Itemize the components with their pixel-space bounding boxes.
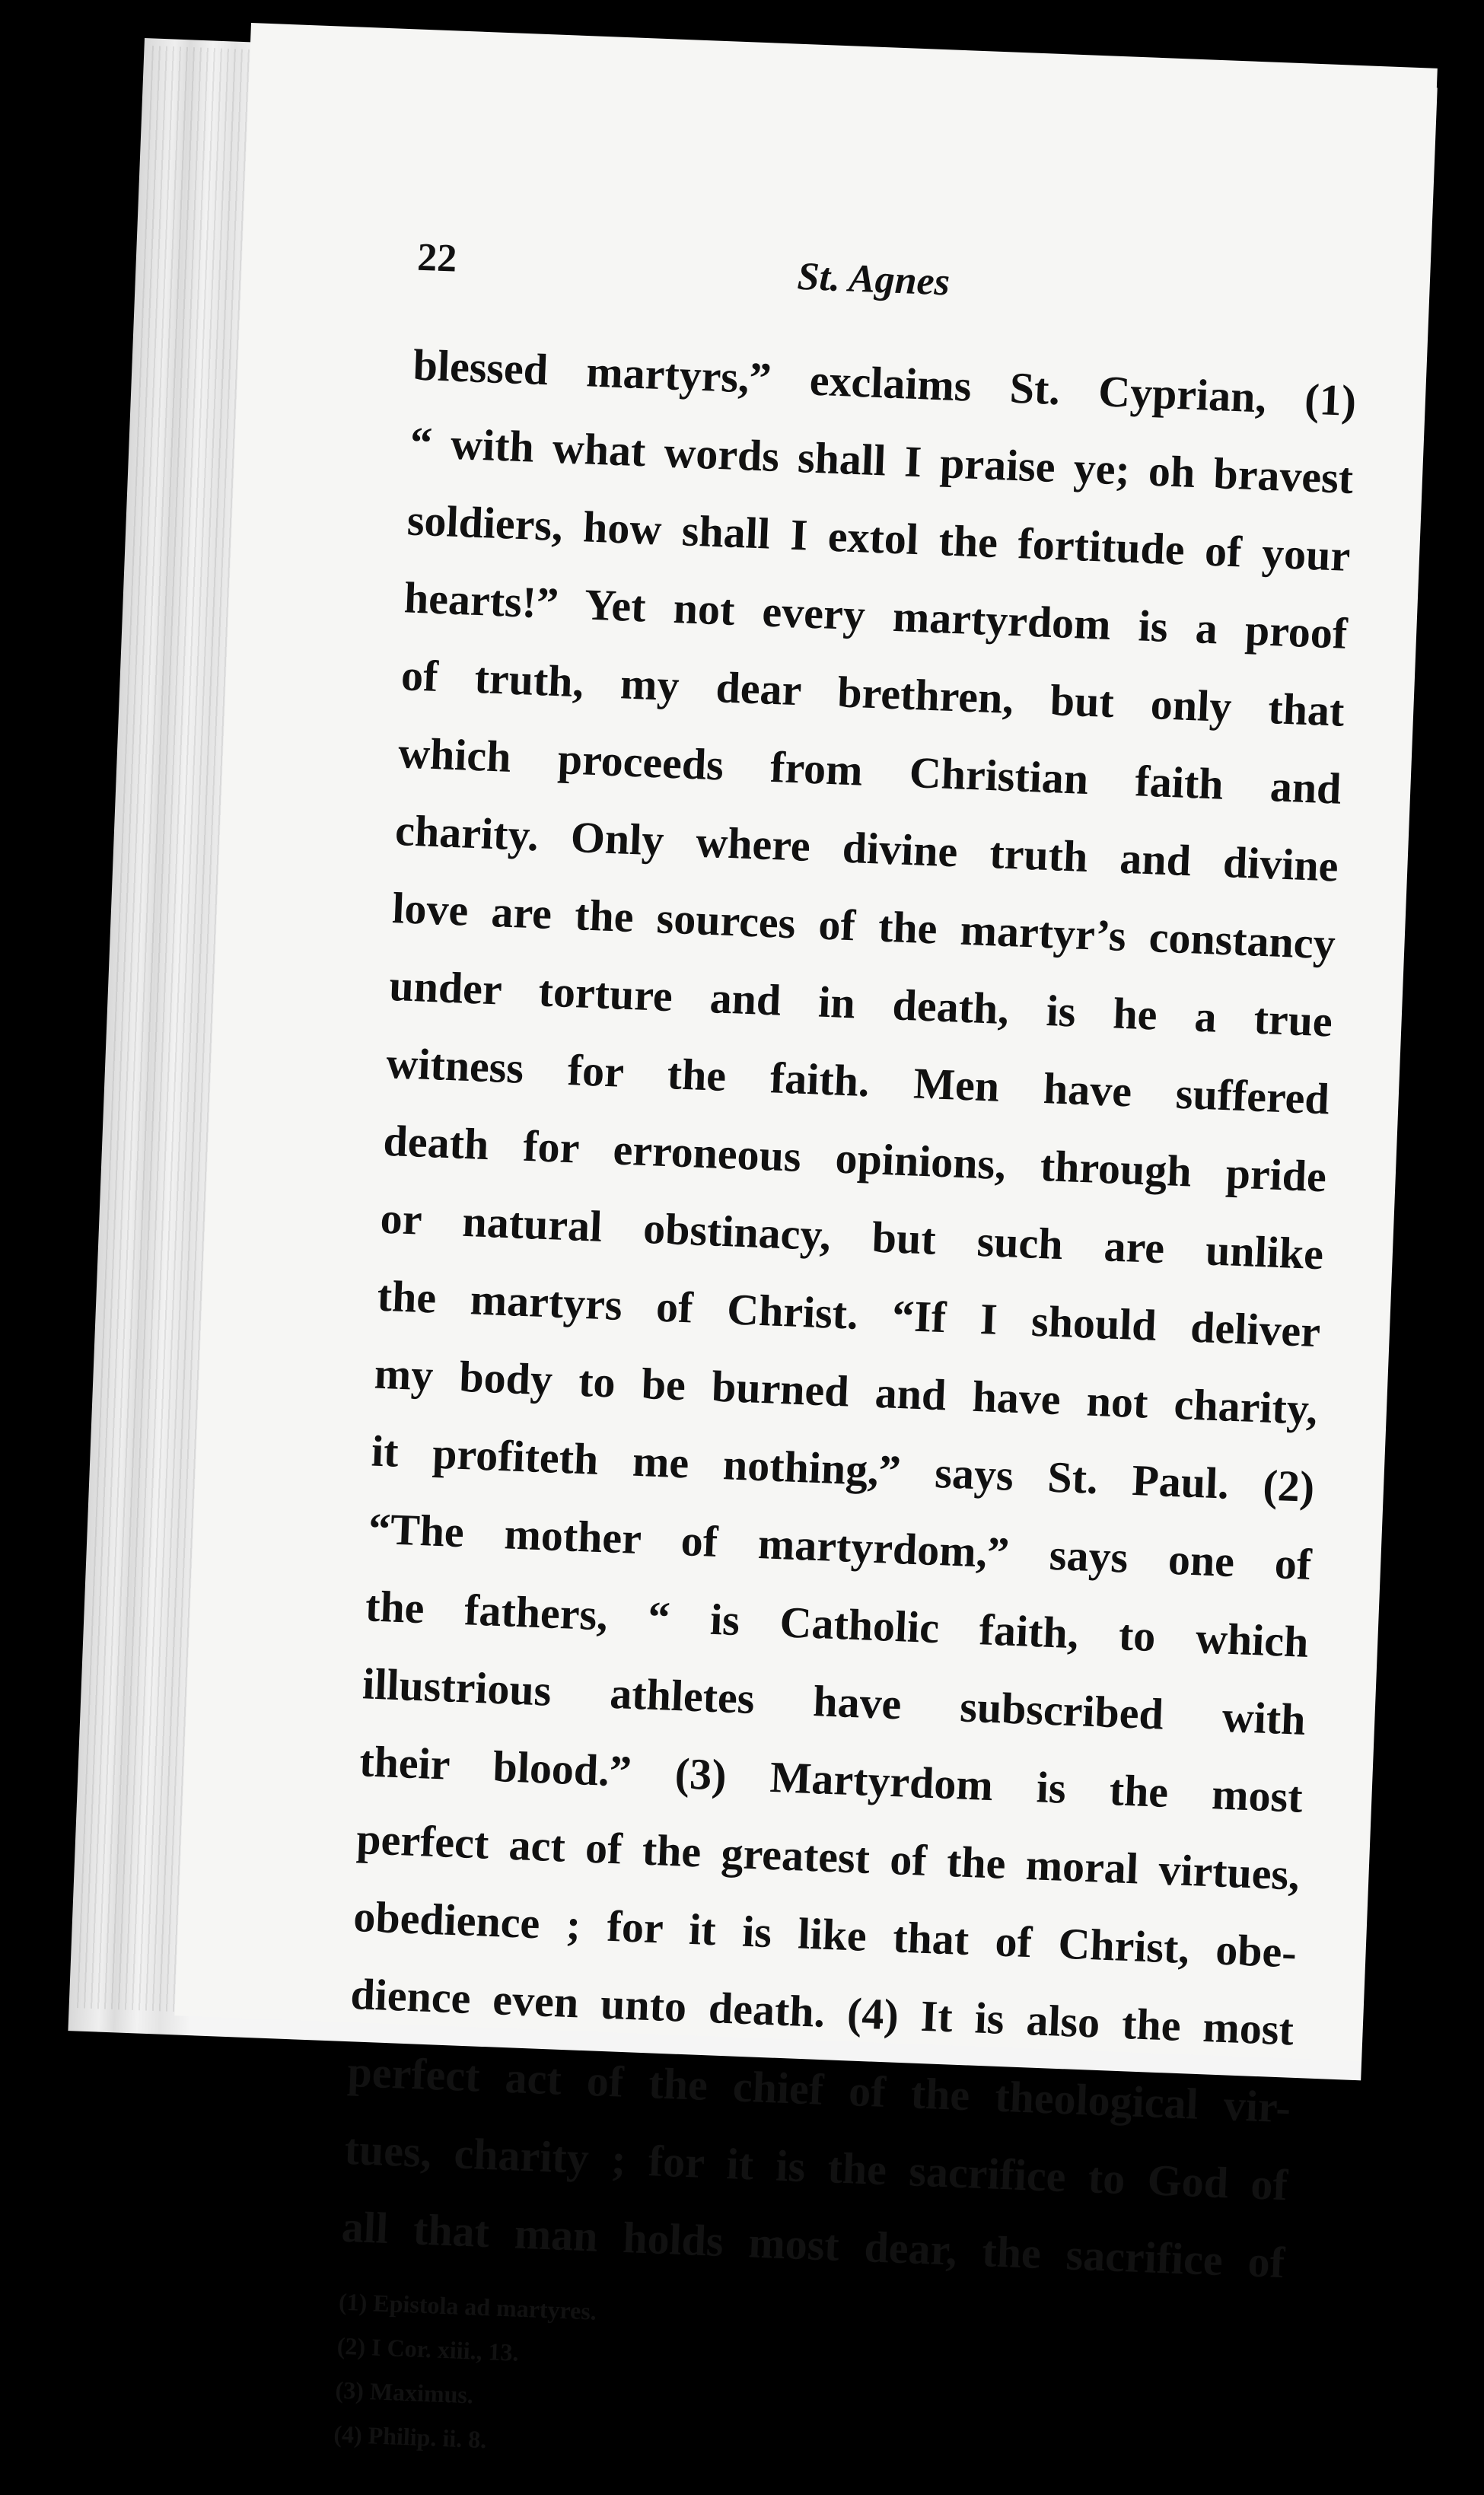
body-line: the martyrs of Christ. “If I should deliver bbox=[376, 1270, 1322, 1357]
page-number: 22 bbox=[416, 235, 458, 281]
footnote: (3) Maximus. bbox=[335, 2376, 474, 2409]
body-line: dience even unto death. (4) It is also the most bbox=[349, 1968, 1295, 2055]
body-text bbox=[340, 327, 1358, 2302]
footnote: (2) I Cor. xiii., 13. bbox=[336, 2331, 520, 2366]
footnote: (4) Philip. ii. 8. bbox=[333, 2420, 487, 2454]
body-line: death for erroneous opinions, through pride bbox=[382, 1115, 1328, 1202]
body-line: my body to be burned and have not charity, bbox=[373, 1348, 1319, 1435]
body-line: tues, charity ; for it is the sacrifice to God of bbox=[343, 2124, 1289, 2210]
body-line: obedience ; for it is like that of Christ, obe- bbox=[352, 1891, 1298, 1977]
body-line: witness for the faith. Men have suffered bbox=[385, 1037, 1331, 1124]
body-line: “The mother of martyrdom,” says one of bbox=[367, 1503, 1313, 1589]
body-line: “ with what words shall I praise ye; oh bravest bbox=[409, 417, 1355, 504]
page-content bbox=[333, 235, 1361, 2492]
body-line: illustrious athletes have subscribed with bbox=[361, 1659, 1307, 1745]
footnotes bbox=[333, 2280, 1282, 2492]
body-line: their blood.” (3) Martyrdom is the most bbox=[358, 1736, 1304, 1822]
body-line: or natural obstinacy, but such are unlike bbox=[379, 1193, 1325, 1279]
body-line: soldiers, how shall I extol the fortitude of your bbox=[406, 495, 1352, 581]
body-line: the fathers, “ is Catholic faith, to which bbox=[365, 1581, 1310, 1667]
running-head: St. Agnes bbox=[796, 254, 951, 304]
body-line: love are the sources of the martyr’s constancy bbox=[391, 883, 1336, 969]
page-header bbox=[416, 235, 1361, 340]
body-line: hearts!” Yet not every martyrdom is a proof bbox=[403, 572, 1349, 658]
body-line: it profiteth me nothing,” says St. Paul. (2) bbox=[370, 1426, 1316, 1512]
body-line: under torture and in death, is he a true bbox=[388, 960, 1333, 1047]
body-line: perfect act of the greatest of the moral virtues, bbox=[355, 1814, 1301, 1900]
book-page bbox=[174, 23, 1437, 2454]
body-line: all that man holds most dear, the sacrifice of bbox=[340, 2201, 1286, 2288]
body-line: blessed martyrs,” exclaims St. Cyprian, (1) bbox=[412, 339, 1358, 426]
footnote: (1) Epistola ad martyres. bbox=[338, 2287, 597, 2325]
body-line: which proceeds from Christian faith and bbox=[397, 728, 1342, 814]
body-line: perfect act of the chief of the theological vir- bbox=[346, 2046, 1292, 2133]
body-line: of truth, my dear brethren, but only that bbox=[400, 650, 1345, 736]
body-line: charity. Only where divine truth and divine bbox=[394, 805, 1339, 891]
